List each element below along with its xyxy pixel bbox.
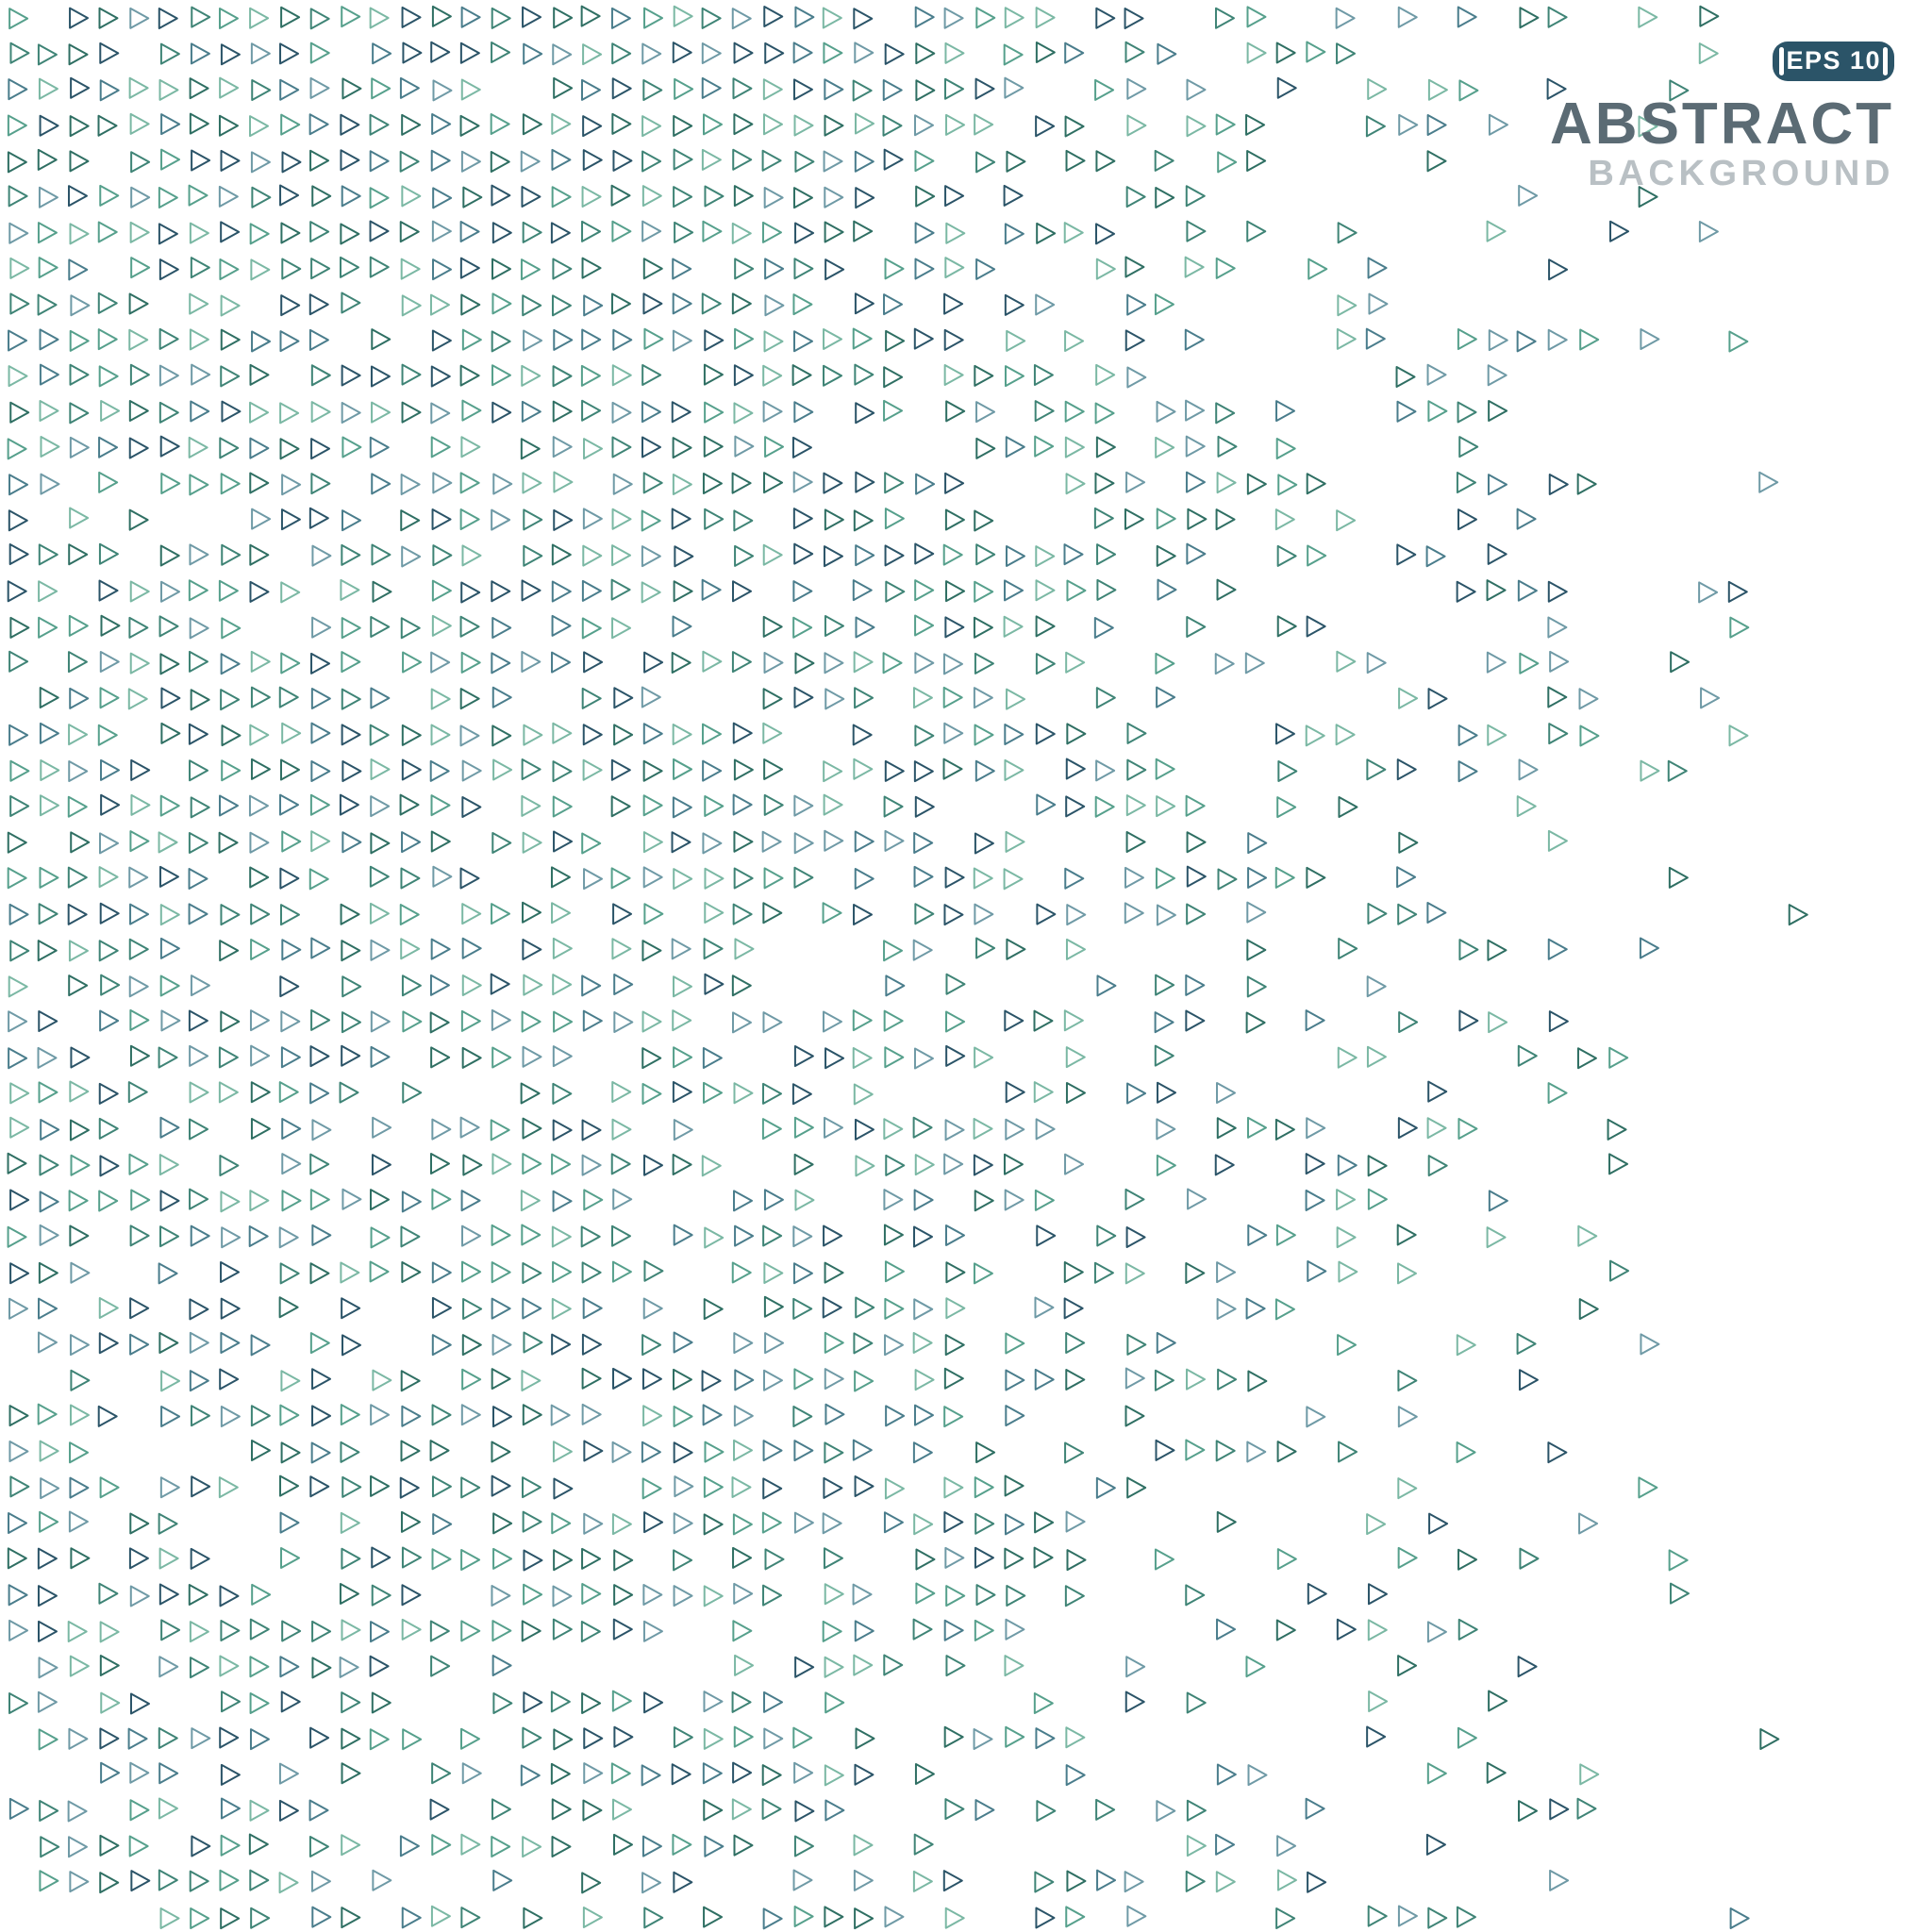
page-title: ABSTRACT: [1550, 92, 1894, 157]
brand-block: [1366, 42, 1894, 193]
eps-version-badge: EPS 10: [1773, 42, 1894, 81]
page-subtitle: BACKGROUND: [1588, 154, 1894, 194]
